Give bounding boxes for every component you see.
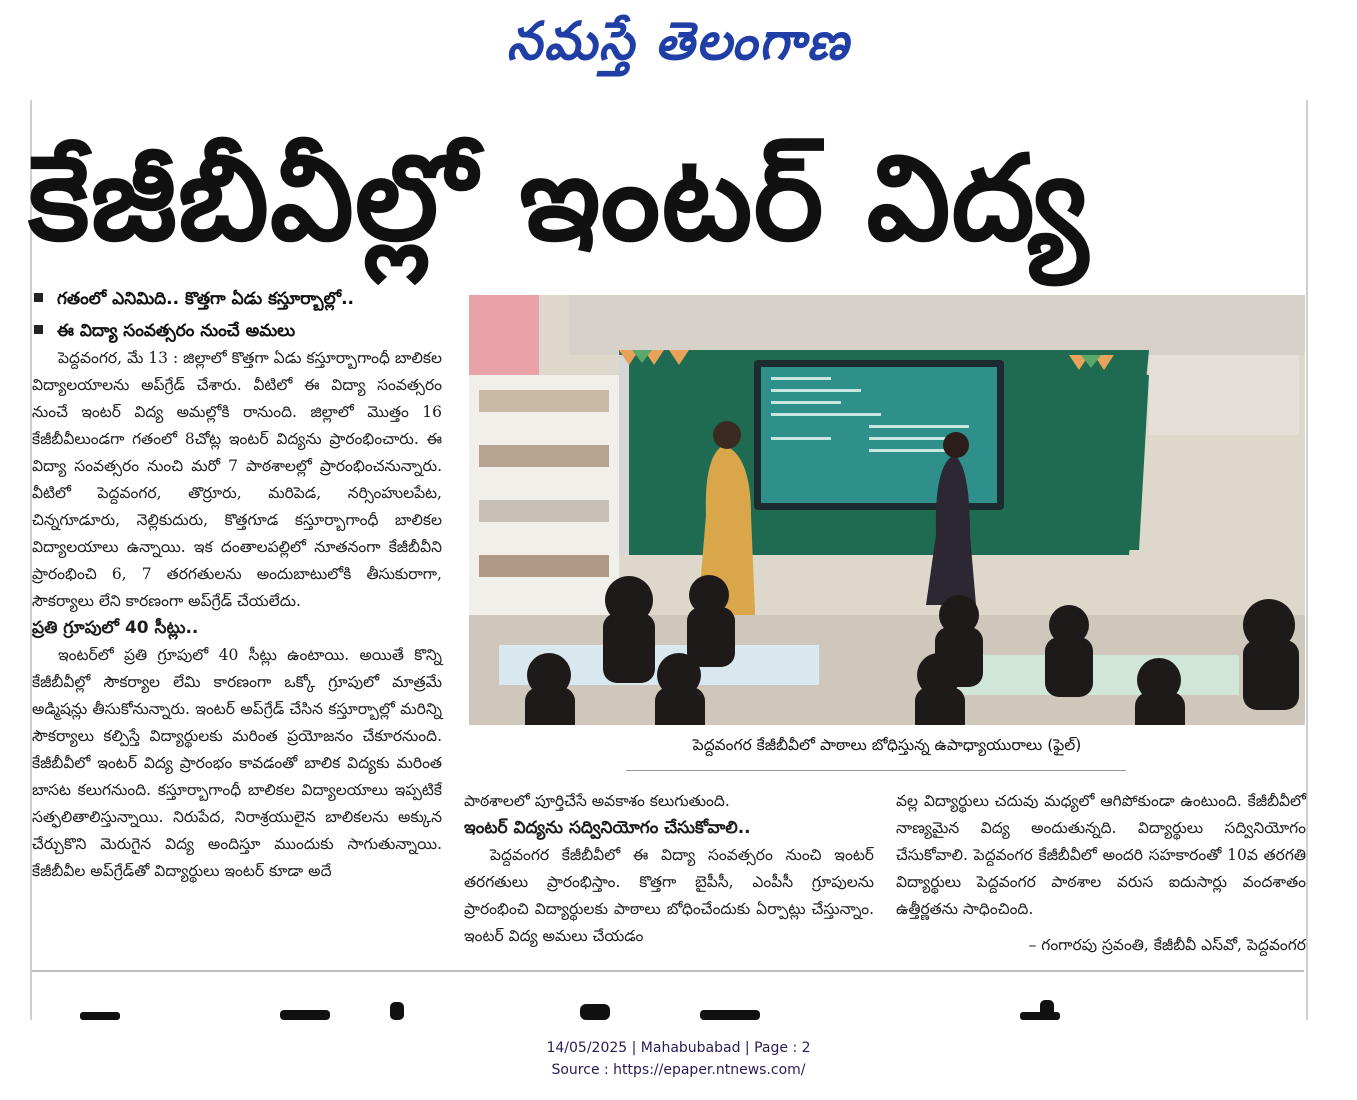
article-headline: కేజీబీవీల్లో ఇంటర్ విద్య	[28, 129, 1089, 267]
bullet-square-icon	[34, 293, 43, 302]
article-column-1	[32, 345, 442, 885]
classroom-photo	[469, 295, 1305, 725]
caption-divider	[626, 770, 1126, 771]
bullet-item	[32, 283, 462, 315]
column-paragraph: పాఠశాలలో పూర్తిచేసే అవకాశం కలుగుతుంది.	[464, 792, 730, 810]
article-column-2	[464, 788, 874, 950]
column-paragraph: ఇంటర్‌లో ప్రతి గ్రూపులో 40 సీట్లు ఉంటాయి. అయితే కొన్ని కేజీబీవీల్లో సౌకర్యాల లేమి కారణంగా ఒక్కో గ్రూపులో మాత్రమే అడ్మిషన్లు తీసుకోనున్నారు. ఇంటర్ అప్‌గ్రేడ్ చేసిన కస్తూర్బాల్లో మరిన్ని సౌకర్యాలు కల్పిస్తే విద్యార్థులకు మరింత ప్రయోజనం చేకూరనుంది. కేజీబీవీలో ఇంటర్ విద్య ప్రారంభం కావడంతో బాలిక విద్యకు మరింత బాసట కలుగనుంది. కస్తూర్బాగాంధీ బాలికల విద్యాలయాలు ఇప్పటికే సత్ఫలితాలిస్తున్నాయి. నిరుపేద, నిరాశ్రయులైన బాలికలను అక్కున చేర్చుకొని మెరుగైన విద్య అందిస్తూ ముందుకు సాగుతున్నాయి. కేజీబీవీల అప్‌గ్రేడ్‌తో విద్యార్థులు ఇంటర్ కూడా అదే	[32, 646, 442, 880]
column-subheading: ప్రతి గ్రూపులో 40 సీట్లు..	[32, 618, 199, 638]
masthead-title: నమస్తే తెలంగాణ	[506, 10, 851, 72]
bullet-item	[32, 315, 462, 347]
bullet-text: ఈ విద్యా సంవత్సరం నుంచే అమలు	[57, 321, 296, 341]
bullet-list	[32, 283, 462, 347]
masthead-logo	[0, 6, 1357, 76]
classroom-illustration	[469, 295, 1305, 725]
quote-attribution: – గంగారపు స్రవంతి, కేజీబీవీ ఎస్‌వో, పెద్దవంగర	[1028, 936, 1306, 954]
photo-caption: పెద్దవంగర కేజీబీవీలో పాఠాలు బోధిస్తున్న ఉపాధ్యాయురాలు (ఫైల్)	[692, 736, 1082, 754]
cutoff-glyph-fragments	[60, 996, 1300, 1020]
column-paragraph: పెద్దవంగర, మే 13 : జిల్లాలో కొత్తగా ఏడు కస్తూర్బాగాంధీ బాలికల విద్యాలయాలను అప్‌గ్రేడ్ చేశారు. వీటిలో ఈ విద్యా సంవత్సరం నుంచే ఇంటర్ విద్య అమల్లోకి రానుంది. జిల్లాలో మొత్తం 16 కేజీబీవీలుండగా గతంలో 8చోట్ల ఇంటర్ విద్యను ప్రారంభించారు. ఈ విద్యా సంవత్సరం నుంచి మరో 7 పాఠశాలల్లో ప్రారంభించనున్నారు. వీటిలో పెద్దవంగర, తొర్రూరు, మరిపెడ, నర్సింహులపేట, చిన్నగూడూరు, నెల్లికుదురు, కొత్తగూడ కస్తూర్బాగాంధీ బాలికల విద్యాలయాలు ఉన్నాయి. ఇక దంతాలపల్లిలో నూతనంగా కేజీబీవీని ప్రారంభించి 6, 7 తరగతులను అందుబాటులోకి తీసుకురాగా, సౌకర్యాలు లేని కారణంగా అప్‌గ్రేడ్ చేయలేదు.	[32, 349, 442, 610]
column-paragraph: వల్ల విద్యార్థులు చదువు మధ్యలో ఆగిపోకుండా ఉంటుంది. కేజీబీవీలో నాణ్యమైన విద్య అందుతున్నది. విద్యార్థులు సద్వినియోగం చేసుకోవాలి. పెద్దవంగర కేజీబీవీలో అందరి సహకారంతో 10వ తరగతి విద్యార్థులు పెద్దవంగర పాఠశాల వరుస ఐదుసార్లు వందశాతం ఉత్తీర్ణతను సాధించింది.	[896, 792, 1306, 918]
bullet-text: గతంలో ఎనిమిది.. కొత్తగా ఏడు కస్తూర్బాల్లో..	[57, 289, 354, 309]
column-paragraph: పెద్దవంగర కేజీబీవీలో ఈ విద్యా సంవత్సరం నుంచి ఇంటర్ తరగతులు ప్రారంభిస్తాం. కొత్తగా బైపీసీ, ఎంపీసీ గ్రూపులను ప్రారంభించి విద్యార్థులకు పాఠాలు బోధించేందుకు ఏర్పాట్లు చేస్తున్నాం. ఇంటర్ విద్య అమలు చేయడం	[464, 846, 874, 945]
next-article-cutoff	[60, 996, 1300, 1020]
bullet-square-icon	[34, 325, 43, 334]
article-column-3	[896, 788, 1306, 923]
footer-edition-info: 14/05/2025 | Mahabubabad | Page : 2	[546, 1040, 811, 1056]
column-subheading: ఇంటర్ విద్యను సద్వినియోగం చేసుకోవాలి..	[464, 818, 751, 838]
footer-source-link[interactable]: Source : https://epaper.ntnews.com/	[551, 1062, 806, 1078]
article-divider	[32, 970, 1304, 972]
